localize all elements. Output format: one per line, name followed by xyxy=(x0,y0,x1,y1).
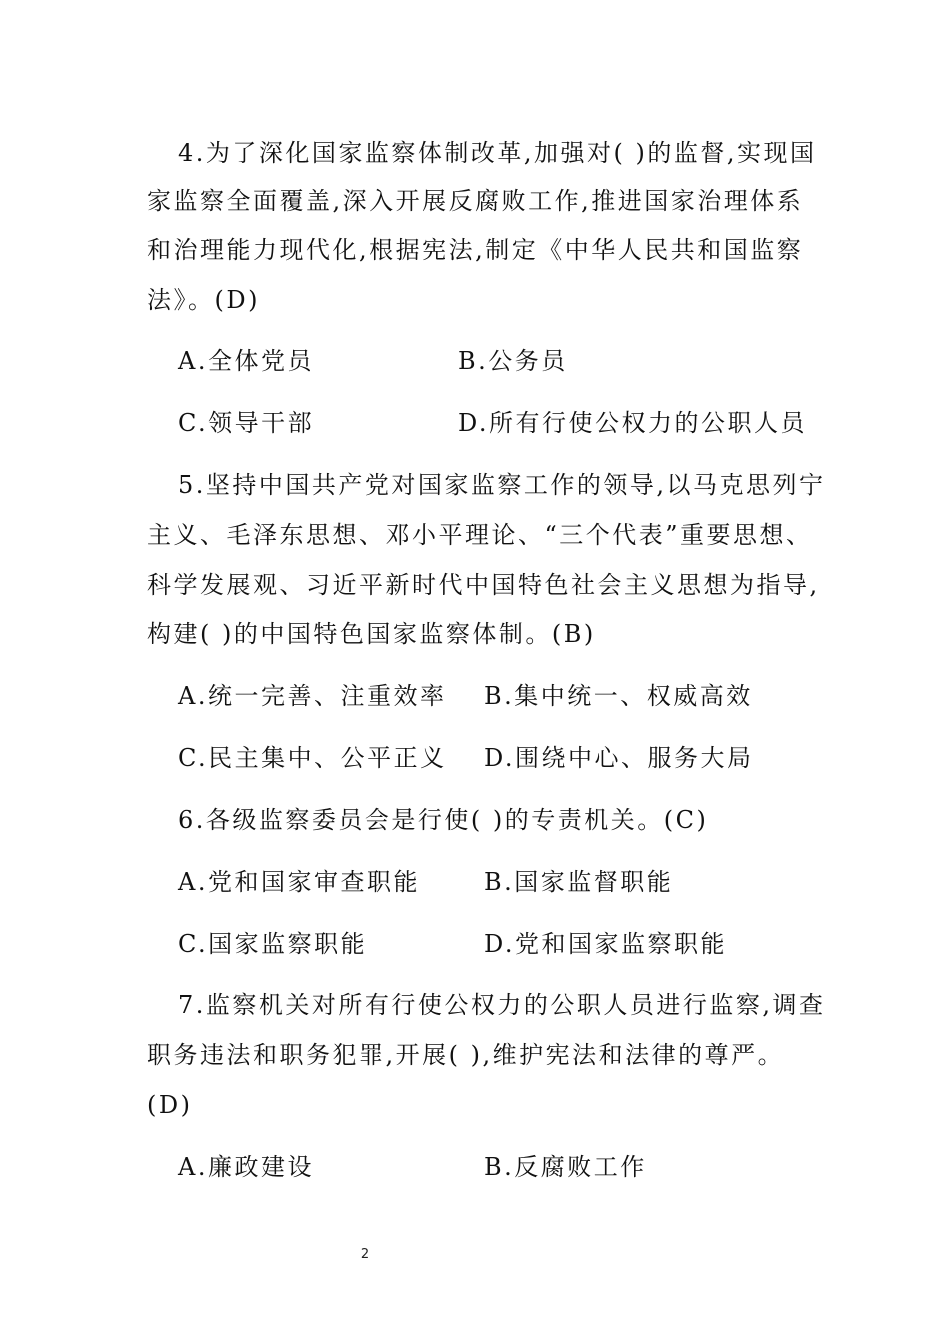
question-5-line-3: 科学发展观、习近平新时代中国特色社会主义思想为指导, xyxy=(147,571,820,599)
question-4-option-d: D.所有行使公权力的公职人员 xyxy=(458,409,808,437)
question-6-option-b: B.国家监督职能 xyxy=(484,868,674,896)
question-7-line-1: 7.监察机关对所有行使公权力的公职人员进行监察,调查 xyxy=(178,991,826,1019)
question-7-option-b: B.反腐败工作 xyxy=(484,1153,647,1181)
question-5-line-2: 主义、毛泽东思想、邓小平理论、“三个代表”重要思想、 xyxy=(147,521,813,549)
question-5-line-1: 5.坚持中国共产党对国家监察工作的领导,以马克思列宁 xyxy=(178,471,826,499)
page-number: 2 xyxy=(360,1247,370,1262)
question-5-option-d: D.围绕中心、服务大局 xyxy=(484,744,754,772)
question-4-line-3: 和治理能力现代化,根据宪法,制定《中华人民共和国监察 xyxy=(147,236,804,264)
question-4-line-2: 家监察全面覆盖,深入开展反腐败工作,推进国家治理体系 xyxy=(147,187,804,215)
question-6-option-d: D.党和国家监察职能 xyxy=(484,930,728,958)
question-7-line-2: 职务违法和职务犯罪,开展( ),维护宪法和法律的尊严。 xyxy=(147,1041,785,1069)
question-4-option-c: C.领导干部 xyxy=(178,409,315,437)
question-4-line-4: 法》。(D) xyxy=(147,286,260,314)
question-5-line-4: 构建( )的中国特色国家监察体制。(B) xyxy=(147,620,596,648)
question-5-option-b: B.集中统一、权威高效 xyxy=(484,682,753,710)
question-5-option-a: A.统一完善、注重效率 xyxy=(178,682,447,710)
question-4-line-1: 4.为了深化国家监察体制改革,加强对( )的监督,实现国 xyxy=(178,139,817,167)
question-6-line-1: 6.各级监察委员会是行使( )的专责机关。(C) xyxy=(178,806,709,834)
question-6-option-a: A.党和国家审查职能 xyxy=(178,868,420,896)
question-4-option-b: B.公务员 xyxy=(458,347,568,375)
question-4-option-a: A.全体党员 xyxy=(178,347,314,375)
question-7-option-a: A.廉政建设 xyxy=(178,1153,314,1181)
question-7-line-3: (D) xyxy=(147,1091,193,1119)
question-5-option-c: C.民主集中、公平正义 xyxy=(178,744,447,772)
question-6-option-c: C.国家监察职能 xyxy=(178,930,368,958)
